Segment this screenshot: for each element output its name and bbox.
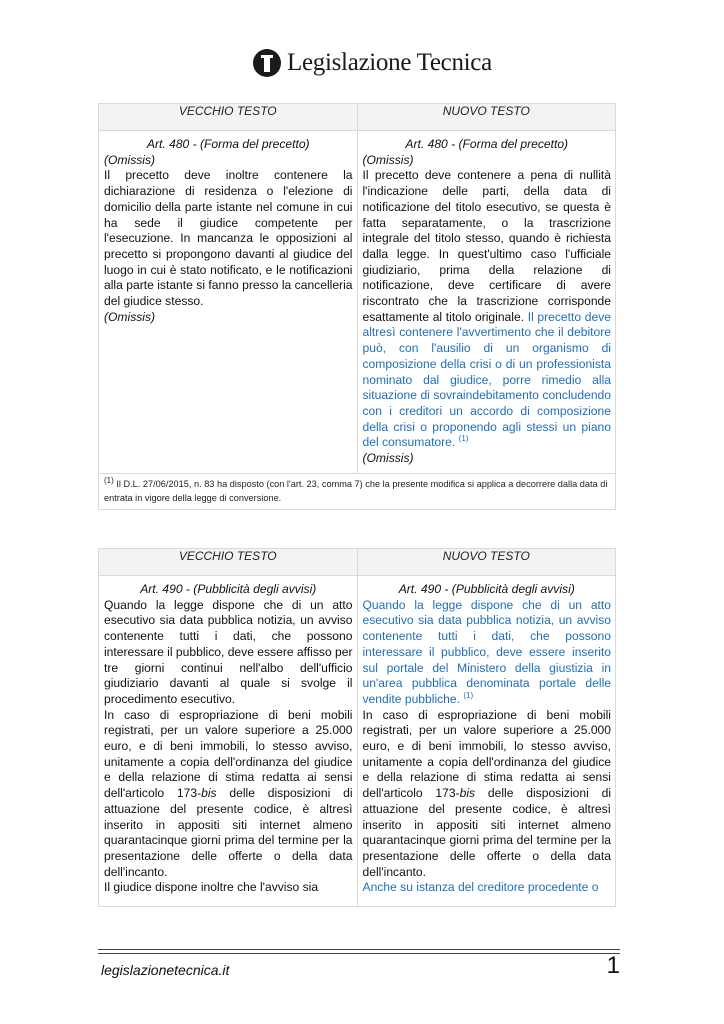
footnote — [99, 473, 616, 509]
comparison-table-art-490 — [98, 548, 616, 907]
omissis: (Omissis) — [104, 152, 156, 167]
article-title: Art. 490 - (Pubblicità degli avvisi) — [398, 582, 575, 596]
paragraph-text: In caso di espropriazione di beni mobili registrati, per un valore superiore a 25.000 euro, e di beni immobili, lo stesso avviso, unitamente a copia dell'ordinanza del giudice e della relazione di stima redatta ai sensi dell'articolo 173- — [104, 707, 353, 801]
footer-divider — [98, 949, 620, 950]
omissis: (Omissis) — [104, 309, 156, 324]
omissis: (Omissis) — [362, 152, 414, 167]
bis-suffix: bis — [459, 786, 476, 801]
paragraph-text: delle disposizioni di attuazione del presente codice, è altresì inserito in appositi siti internet almeno quarantacinque giorni prima del termine per la presentazione delle offerte o della data dell'incanto. — [362, 786, 612, 879]
old-text-cell — [99, 576, 358, 907]
paragraph — [104, 708, 353, 881]
added-text: Anche su istanza del creditore procedente o — [362, 880, 599, 895]
paragraph: Il giudice dispone inoltre che l'avviso sia — [104, 880, 319, 895]
added-text: Il precetto deve altresì contenere l'avvertimento che il debitore può, con l'ausilio di un organismo di composizione della crisi o di un professionista nominato dal giudice, porre rimedio alla situazione di sovraindebitamento concludendo con i creditori un accordo di composizione della crisi o proponendo agli stessi un piano del consumatore. — [362, 309, 611, 450]
footnote-marker: (1) — [104, 475, 114, 485]
logo-text: Legislazione Tecnica — [287, 49, 492, 76]
article-title: Art. 490 - (Pubblicità degli avvisi) — [140, 582, 317, 596]
column-header-old: VECCHIO TESTO — [99, 104, 358, 131]
footer-site[interactable]: legislazionetecnica.it — [101, 962, 230, 978]
article-body — [363, 168, 612, 451]
article-title: Art. 480 - (Forma del precetto) — [146, 137, 310, 151]
footnote-ref[interactable]: (1) — [463, 690, 474, 700]
old-text-cell — [99, 131, 358, 474]
column-header-new: NUOVO TESTO — [357, 104, 616, 131]
new-text-cell — [357, 576, 616, 907]
footer-divider — [98, 953, 620, 954]
comparison-table-art-480 — [98, 103, 616, 510]
paragraph — [363, 708, 612, 881]
paragraph: Quando la legge dispone che di un atto esecutivo sia data pubblica notizia, un avviso contenente tutti i dati, che possono interessare il pubblico, deve essere affisso per tre giorni continui nell'albo dell'ufficio giudiziario davanti al quale si svolge il procedimento esecutivo. — [104, 597, 353, 706]
new-text-cell — [357, 131, 616, 474]
omissis: (Omissis) — [362, 451, 414, 466]
bis-suffix: bis — [201, 786, 217, 801]
added-text: Quando la legge dispone che di un atto esecutivo sia data pubblica notizia, un avviso contenente tutti i dati, che possono interessare il pubblico, deve essere inserito sul portale del Ministero della giustizia in un'area pubblica denominata portale delle vendite pubbliche. — [362, 597, 611, 706]
article-body: Il precetto deve inoltre contenere la dichiarazione di residenza o l'elezione di domicilio della parte istante nel comune in cui ha sede il giudice competente per l'esecuzione. In mancanza le opposizioni al precetto si propongono davanti al giudice del luogo in cui è stato notificato, e le notificazioni alla parte istante si fanno presso la cancelleria del giudice stesso. — [104, 168, 353, 309]
column-header-old: VECCHIO TESTO — [99, 549, 358, 576]
footnote-text: Il D.L. 27/06/2015, n. 83 ha disposto (con l'art. 23, comma 7) che la presente modifica si applica a decorrere dalla data di entrata in vigore della legge di conversione. — [104, 478, 608, 503]
logo — [253, 46, 492, 80]
footnote-ref[interactable]: (1) — [458, 434, 469, 444]
unchanged-text: Il precetto deve contenere a pena di nullità l'indicazione delle parti, della data di notificazione del titolo esecutivo, se questa è fatta separatamente, o la trascrizione integrale del titolo stesso, quando è richiesta dalla legge. In quest'ultimo caso l'ufficiale giudiziario, prima della relazione di notificazione, deve certificare di avere riscontrato che la trascrizione corrisponde esattamente al titolo originale. — [362, 168, 611, 324]
article-title: Art. 480 - (Forma del precetto) — [405, 137, 569, 151]
column-header-new: NUOVO TESTO — [357, 549, 616, 576]
paragraph — [363, 598, 612, 708]
logo-mark-icon — [253, 49, 281, 77]
page-number: 1 — [606, 952, 620, 979]
paragraph-text: delle disposizioni di attuazione del presente codice, è altresì inserito in appositi siti internet almeno quarantacinque giorni prima del termine per la presentazione delle offerte o della data dell'incanto. — [104, 786, 353, 879]
paragraph-text: In caso di espropriazione di beni mobili registrati, per un valore superiore a 25.000 euro, e di beni immobili, lo stesso avviso, unitamente a copia dell'ordinanza del giudice e della relazione di stima redatta ai sensi dell'articolo 173- — [362, 707, 611, 801]
